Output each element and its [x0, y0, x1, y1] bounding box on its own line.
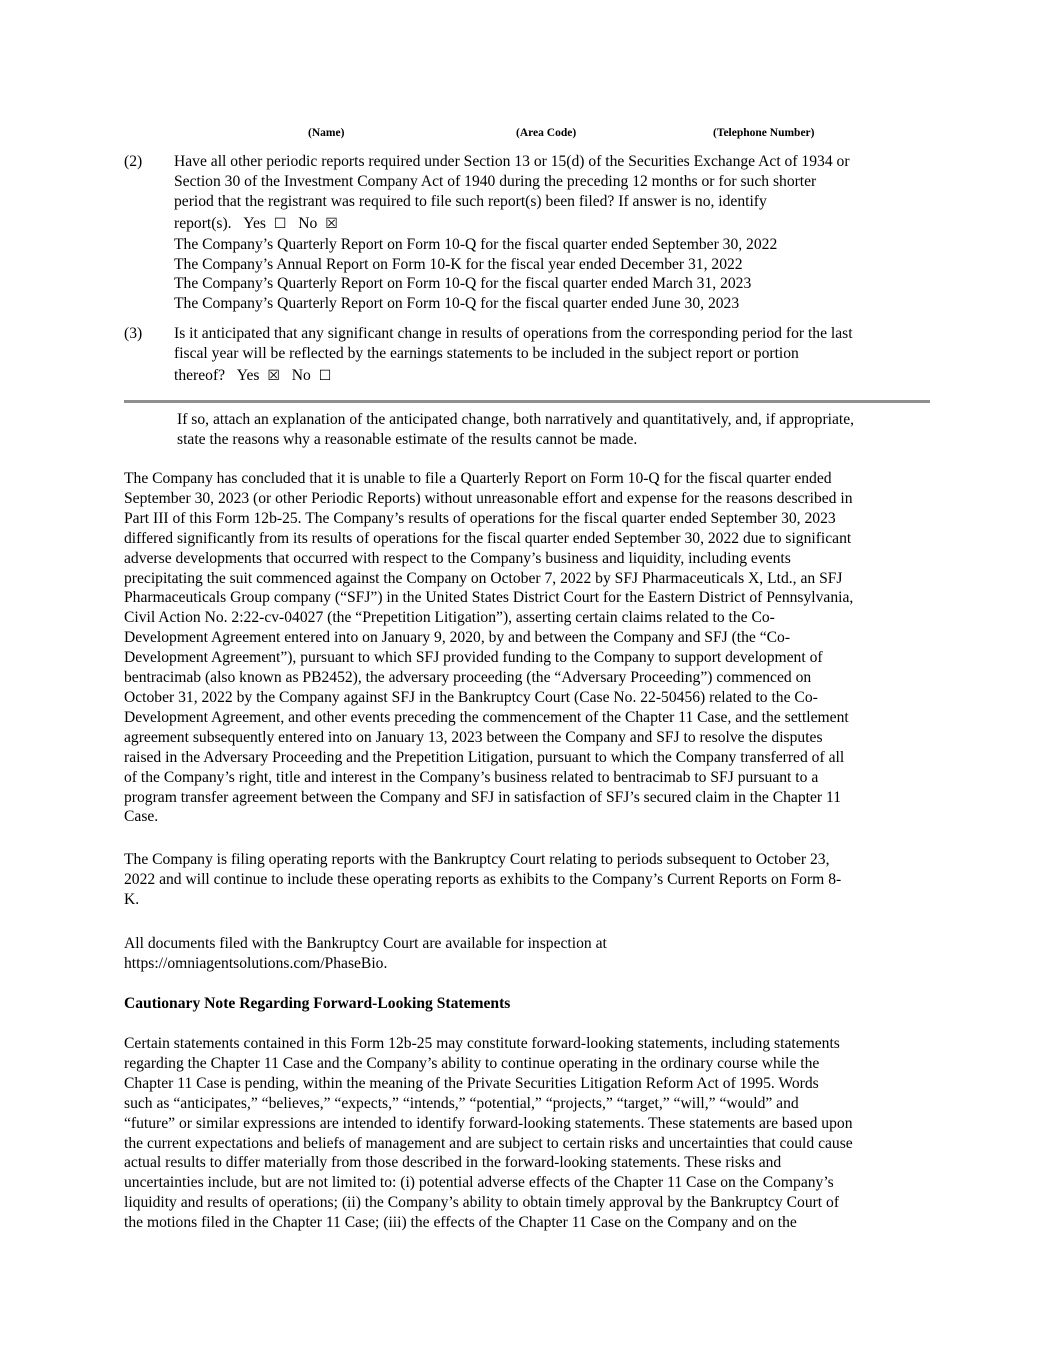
paragraph-line: Certain statements contained in this Form 12b-25 may constitute forward-looking statements, including statements [124, 1035, 840, 1052]
contact-column-labels [0, 124, 1055, 142]
paragraph-line: such as “anticipates,” “believes,” “expects,” “intends,” “potential,” “projects,” “target,” “will,” “would” and [124, 1094, 799, 1112]
paragraph-line: K. [124, 890, 140, 908]
item-2-question-line: Section 30 of the Investment Company Act of 1940 during the preceding 12 months or for such shorter [174, 172, 817, 190]
late-report-item: The Company’s Quarterly Report on Form 10-Q for the fiscal quarter ended March 31, 2023 [174, 275, 752, 293]
item-3-no-checkbox[interactable]: ☐ [318, 367, 332, 384]
item-3-question-line: Is it anticipated that any significant change in results of operations from the corresponding period for the last [174, 325, 853, 342]
paragraph-line: 2022 and will continue to include these operating reports as exhibits to the Company’s Current Reports on Form 8- [124, 870, 842, 888]
paragraph-line: program transfer agreement between the Company and SFJ in satisfaction of SFJ’s secured claim in the Chapter 11 [124, 788, 841, 806]
section-divider [124, 400, 930, 403]
item-3-significant-change [124, 324, 934, 387]
item-2-question-line: Have all other periodic reports required under Section 13 or 15(d) of the Securities Exchange Act of 1934 or [174, 153, 850, 170]
instruction-line: state the reasons why a reasonable estimate of the results cannot be made. [177, 430, 638, 448]
paragraph-line: Development Agreement”), pursuant to which SFJ provided funding to the Company to support development of [124, 649, 823, 667]
item-2-answer [174, 214, 934, 235]
forward-looking-heading: Cautionary Note Regarding Forward-Looking Statements [124, 995, 511, 1012]
item-2-periodic-reports [124, 152, 934, 314]
paragraph-line: raised in the Adversary Proceeding and the Prepetition Litigation, pursuant to which the Company transferred of all [124, 748, 845, 766]
item-2-yes-checkbox[interactable]: ☐ [273, 215, 287, 232]
operating-reports-paragraph [124, 850, 934, 910]
paragraph-line: Civil Action No. 2:22-cv-04027 (the “Prepetition Litigation”), asserting certain claims related to the Co- [124, 609, 775, 627]
instruction-line: If so, attach an explanation of the anticipated change, both narratively and quantitatively, and, if appropriate, [177, 411, 855, 428]
item-2-number: (2) [124, 153, 143, 170]
paragraph-line: liquidity and results of operations; (ii) the Company’s ability to obtain timely approval by the Bankruptcy Court of [124, 1194, 840, 1212]
bankruptcy-documents-paragraph [124, 934, 934, 974]
paragraph-line: All documents filed with the Bankruptcy Court are available for inspection at [124, 935, 607, 952]
late-report-item: The Company’s Annual Report on Form 10-K for the fiscal year ended December 31, 2022 [174, 255, 743, 273]
paragraph-line: differed significantly from its results of operations for the fiscal quarter ended September 30, 2022 due to significant [124, 529, 852, 547]
item-2-no-label: No [298, 214, 318, 232]
explanation-paragraph [124, 469, 934, 827]
paragraph-line: Chapter 11 Case is pending, within the meaning of the Private Securities Litigation Reform Act of 1995. Words [124, 1074, 819, 1092]
item-2-yes-label: Yes [243, 214, 266, 232]
paragraph-line: uncertainties include, but are not limited to: (i) potential adverse effects of the Chapter 11 Case on the Company’s [124, 1174, 834, 1192]
area-code-column-label: (Area Code) [516, 127, 577, 139]
item-3-answer-prefix: thereof? [174, 366, 226, 384]
item-2-question-line: period that the registrant was required to file such report(s) been filed? If answer is no, identify [174, 192, 767, 210]
paragraph-line: actual results to differ materially from those described in the forward-looking statements. These risks and [124, 1154, 782, 1172]
paragraph-line: Pharmaceuticals Group company (“SFJ”) in the United States District Court for the Eastern District of Pennsylvania, [124, 589, 854, 607]
telephone-column-label: (Telephone Number) [713, 127, 815, 139]
paragraph-line: regarding the Chapter 11 Case and the Company’s ability to continue operating in the ordinary course while the [124, 1054, 820, 1072]
paragraph-line: Development Agreement, and other events preceding the commencement of the Chapter 11 Case, and the settlement [124, 708, 849, 726]
paragraph-line: adverse developments that occurred with respect to the Company’s business and liquidity, including events [124, 549, 791, 567]
paragraph-line: Development Agreement entered into on January 9, 2020, by and between the Company and SFJ (the “Co- [124, 629, 791, 647]
paragraph-line: The Company is filing operating reports with the Bankruptcy Court relating to periods subsequent to October 23, [124, 851, 830, 868]
paragraph-line: October 31, 2022 by the Company against SFJ in the Bankruptcy Court (Case No. 22-50456) related to the Co- [124, 688, 818, 706]
forward-looking-paragraph [124, 1034, 934, 1233]
paragraph-line: Part III of this Form 12b-25. The Company’s results of operations for the fiscal quarter ended September 30, 2023 [124, 509, 836, 527]
item-2-answer-prefix: report(s). [174, 214, 232, 232]
paragraph-line: Case. [124, 808, 159, 826]
paragraph-line: the current expectations and beliefs of management and are subject to certain risks and uncertainties that could cause [124, 1134, 853, 1152]
paragraph-line: The Company has concluded that it is unable to file a Quarterly Report on Form 10-Q for the fiscal quarter ended [124, 470, 832, 487]
item-3-yes-checkbox[interactable]: ☒ [267, 367, 280, 384]
paragraph-line: precipitating the suit commenced against the Company on October 7, 2022 by SFJ Pharmaceuticals X, Ltd., an SFJ [124, 569, 843, 587]
late-report-item: The Company’s Quarterly Report on Form 10-Q for the fiscal quarter ended September 30, 2022 [174, 235, 778, 253]
paragraph-line: September 30, 2023 (or other Periodic Reports) without unreasonable effort and expense for the reasons described in [124, 489, 853, 507]
item-3-yes-label: Yes [236, 366, 260, 384]
late-report-item: The Company’s Quarterly Report on Form 10-Q for the fiscal quarter ended June 30, 2023 [174, 295, 740, 313]
paragraph-line: agreement subsequently entered into on January 13, 2023 between the Company and SFJ to resolve the disputes [124, 728, 823, 746]
name-column-label: (Name) [308, 127, 345, 139]
explanation-instruction [177, 410, 933, 450]
item-2-no-checkbox[interactable]: ☒ [325, 215, 338, 232]
paragraph-line: the motions filed in the Chapter 11 Case; (iii) the effects of the Chapter 11 Case on the Company and on the [124, 1214, 797, 1232]
paragraph-line: “future” or similar expressions are intended to identify forward-looking statements. These statements are based upon [124, 1114, 853, 1132]
item-3-question-line: fiscal year will be reflected by the earnings statements to be included in the subject report or portion [174, 344, 799, 362]
paragraph-line: of the Company’s right, title and interest in the Company’s business related to bentracimab to SFJ pursuant to a [124, 768, 819, 786]
documents-link[interactable]: https://omniagentsolutions.com/PhaseBio. [124, 954, 388, 972]
item-3-answer [174, 366, 934, 387]
item-3-no-label: No [291, 366, 311, 384]
item-3-number: (3) [124, 325, 143, 342]
paragraph-line: bentracimab (also known as PB2452), the adversary proceeding (the “Adversary Proceeding”) commenced on [124, 669, 812, 687]
